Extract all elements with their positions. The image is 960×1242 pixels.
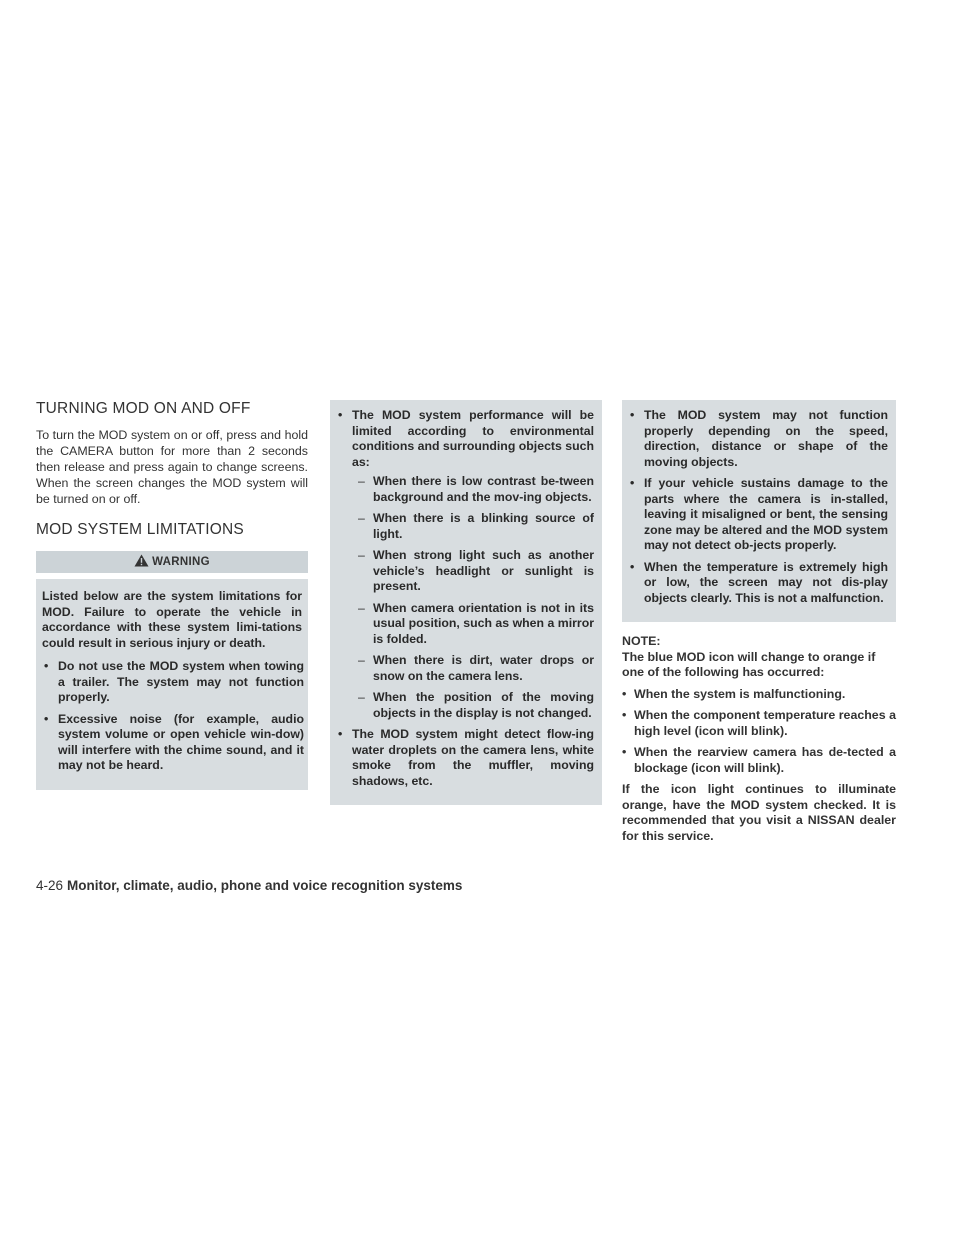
heading-turning-mod: TURNING MOD ON AND OFF bbox=[36, 400, 251, 417]
paragraph-turning-mod: To turn the MOD system on or off, press and hold the CAMERA button for more than 2 seconds then release and press again to change screens. When the screen changes the MOD system will be turned on or off. bbox=[36, 428, 308, 506]
list-item: • When the temperature is extremely high or low, the screen may not dis-play objects clearly. This is not a malfunction. bbox=[630, 559, 888, 605]
sublist-item: – When there is dirt, water drops or snow on the camera lens. bbox=[358, 653, 594, 683]
warning-box-continued bbox=[330, 400, 602, 805]
sublist-item: – When there is low contrast be-tween background and the mov-ing objects. bbox=[358, 474, 594, 504]
sublist-item: – When camera orientation is not in its usual position, such as when a mirror is folded. bbox=[358, 600, 594, 646]
dash-icon: – bbox=[358, 690, 365, 704]
list-item: • The MOD system may not function properly depending on the speed, direction, distance or shape of the moving objects. bbox=[630, 408, 888, 469]
note-intro: The blue MOD icon will change to orange if one of the following has occurred: bbox=[622, 649, 876, 679]
note-outro: If the icon light continues to illuminate orange, have the MOD system checked. It is recommended that you visit a NISSAN dealer for this service. bbox=[622, 782, 896, 843]
warning-box-continued-2 bbox=[622, 400, 896, 622]
bullet-icon: • bbox=[338, 408, 343, 422]
limitations-list-2 bbox=[622, 408, 892, 606]
section-title: Monitor, climate, audio, phone and voice recognition systems bbox=[67, 878, 463, 893]
sublist-item: – When strong light such as another vehicle’s headlight or sunlight is present. bbox=[358, 548, 594, 593]
bullet-icon: • bbox=[622, 745, 627, 759]
note-title: NOTE: bbox=[622, 634, 661, 648]
warning-triangle-icon bbox=[134, 554, 152, 570]
warning-header bbox=[36, 551, 308, 579]
list-item: • If your vehicle sustains damage to the parts where the camera is in-stalled, leaving it misaligned or bent, the sensing zone may be altered and the MOD system may not detect ob-jects properly. bbox=[630, 476, 888, 552]
note-list bbox=[622, 687, 896, 777]
bullet-icon: • bbox=[622, 686, 627, 701]
heading-mod-limitations: MOD SYSTEM LIMITATIONS bbox=[36, 521, 244, 538]
conditions-sublist bbox=[352, 474, 594, 721]
sublist-item: – When there is a blinking source of light. bbox=[358, 511, 594, 541]
limitations-list bbox=[330, 408, 598, 789]
list-item: • When the component temperature reaches a high level (icon will blink). bbox=[622, 708, 896, 738]
list-item: • When the system is malfunctioning. bbox=[622, 686, 846, 701]
bullet-icon: • bbox=[630, 559, 635, 574]
bullet-icon: • bbox=[622, 708, 627, 722]
column-middle bbox=[330, 400, 602, 805]
column-left bbox=[36, 400, 308, 790]
bullet-icon: • bbox=[44, 659, 49, 673]
list-item: • When the rearview camera has de-tected a blockage (icon will blink). bbox=[622, 745, 896, 775]
dash-icon: – bbox=[358, 600, 365, 615]
list-item: • The MOD system performance will be limited according to environmental conditions and surrounding objects such as: – When there is low contrast be-tween background and the mov-ing objects. – When there is a blinking source of light. – When strong light such as another vehicle’s headlight or sunlight is present. – When camera orientation is not in its usual position, such as when a mirror is folded. – When there is dirt, water drops or snow on the camera lens. – When the position of the moving objects in the display is not changed. bbox=[338, 408, 594, 720]
dash-icon: – bbox=[358, 474, 365, 488]
warning-list bbox=[36, 659, 308, 774]
list-item: • Do not use the MOD system when towing a trailer. The system may not function properly. bbox=[44, 659, 304, 704]
note-section bbox=[622, 634, 896, 844]
warning-lead: Listed below are the system limitations for MOD. Failure to operate the vehicle in accordance with these system limi-tations could result in serious injury or death. bbox=[42, 589, 302, 650]
sublist-item: – When the position of the moving objects in the display is not changed. bbox=[358, 690, 594, 720]
page-footer bbox=[36, 878, 462, 893]
dash-icon: – bbox=[358, 548, 365, 562]
list-item: • The MOD system might detect flow-ing water droplets on the camera lens, white smoke from the muffler, moving shadows, etc. bbox=[338, 727, 594, 788]
column-right bbox=[622, 400, 896, 844]
warning-box bbox=[36, 551, 308, 790]
bullet-icon: • bbox=[44, 711, 49, 726]
warning-label: WARNING bbox=[152, 556, 210, 568]
bullet-icon: • bbox=[338, 727, 343, 741]
bullet-icon: • bbox=[630, 408, 635, 422]
list-item: • Excessive noise (for example, audio system volume or open vehicle win-dow) will interfere with the chime sound, and it may not be heard. bbox=[44, 711, 304, 772]
dash-icon: – bbox=[358, 653, 365, 667]
dash-icon: – bbox=[358, 511, 365, 525]
bullet-icon: • bbox=[630, 476, 635, 490]
page-number: 4-26 bbox=[36, 878, 64, 893]
